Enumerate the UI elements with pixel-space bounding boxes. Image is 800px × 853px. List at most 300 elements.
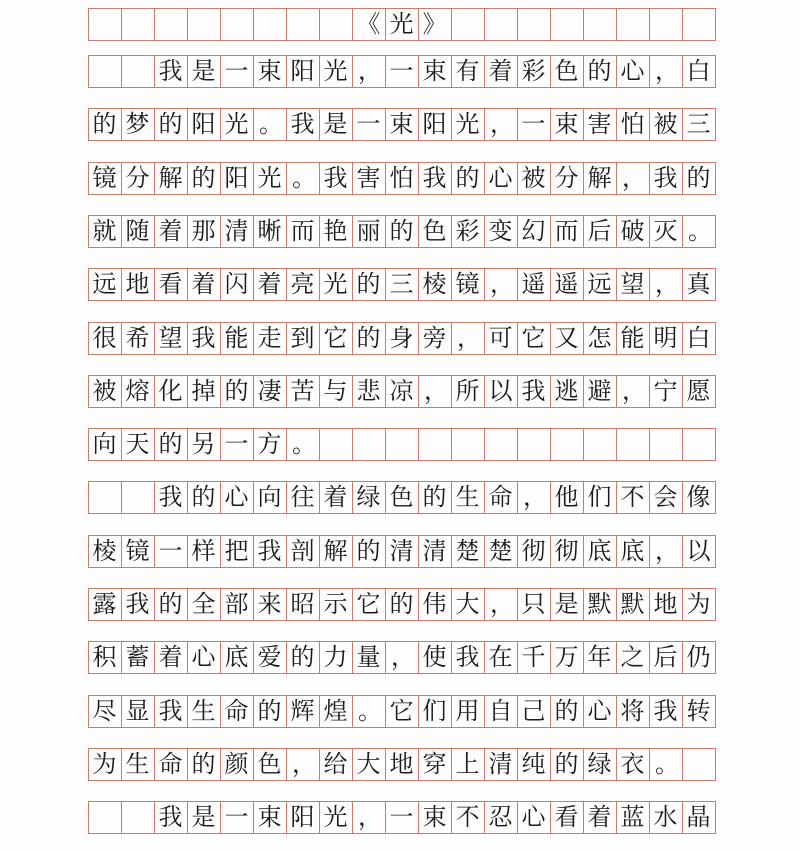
text-char: 向 bbox=[257, 483, 282, 511]
text-char: 辉 bbox=[290, 697, 315, 725]
text-char: 又 bbox=[554, 324, 579, 352]
text-char: 的 bbox=[191, 750, 216, 778]
grid-vline bbox=[649, 8, 650, 40]
text-char: 我 bbox=[158, 483, 183, 511]
text-char: 光 bbox=[323, 270, 348, 298]
text-char: 年 bbox=[587, 643, 612, 671]
grid-vline bbox=[484, 8, 485, 40]
text-char: 。 bbox=[292, 164, 316, 192]
text-char: 量 bbox=[356, 643, 381, 671]
text-char: 万 bbox=[554, 643, 579, 671]
grid-vline bbox=[715, 268, 716, 300]
text-char: 就 bbox=[92, 217, 117, 245]
grid-vline bbox=[715, 162, 716, 194]
text-char: 底 bbox=[224, 643, 249, 671]
text-char: ， bbox=[391, 643, 415, 671]
grid-hline bbox=[88, 460, 716, 461]
text-char: 己 bbox=[521, 697, 546, 725]
text-char: 生 bbox=[455, 483, 480, 511]
text-char: 愿 bbox=[686, 377, 711, 405]
grid-vline bbox=[451, 428, 452, 460]
text-char: 我 bbox=[653, 697, 678, 725]
text-char: 们 bbox=[587, 483, 612, 511]
text-char: 来 bbox=[257, 590, 282, 618]
text-char: 心 bbox=[620, 57, 645, 85]
text-char: 命 bbox=[158, 750, 183, 778]
text-char: 分 bbox=[125, 164, 150, 192]
text-char: 的 bbox=[686, 164, 711, 192]
text-char: 被 bbox=[92, 377, 117, 405]
text-char: 默 bbox=[620, 590, 645, 618]
text-char: 光 bbox=[323, 803, 348, 831]
text-char: 以 bbox=[488, 377, 513, 405]
text-char: 一 bbox=[224, 430, 249, 458]
text-char: 希 bbox=[125, 324, 150, 352]
text-char: ， bbox=[655, 270, 679, 298]
grid-hline bbox=[88, 40, 716, 41]
text-char: 我 bbox=[323, 164, 348, 192]
grid-vline bbox=[88, 801, 89, 833]
text-char: 避 bbox=[587, 377, 612, 405]
text-char: ， bbox=[622, 164, 646, 192]
text-char: 色 bbox=[389, 483, 414, 511]
text-char: 的 bbox=[191, 483, 216, 511]
text-char: 露 bbox=[92, 590, 117, 618]
text-char: 楚 bbox=[488, 537, 513, 565]
text-char: 镜 bbox=[92, 164, 117, 192]
grid-vline bbox=[253, 8, 254, 40]
grid-vline bbox=[319, 8, 320, 40]
grid-vline bbox=[682, 748, 683, 780]
text-char: 的 bbox=[356, 324, 381, 352]
text-char: 会 bbox=[653, 483, 678, 511]
text-char: 的 bbox=[224, 377, 249, 405]
grid-vline bbox=[616, 8, 617, 40]
text-char: ， bbox=[523, 483, 547, 511]
text-char: 有 bbox=[455, 57, 480, 85]
title-close-bracket: 》 bbox=[422, 10, 447, 38]
text-char: 凉 bbox=[389, 377, 414, 405]
text-char: 一 bbox=[389, 57, 414, 85]
text-char: 被 bbox=[521, 164, 546, 192]
text-char: 棱 bbox=[422, 270, 447, 298]
text-char: 艳 bbox=[323, 217, 348, 245]
text-char: 彻 bbox=[554, 537, 579, 565]
text-char: 我 bbox=[158, 803, 183, 831]
text-char: 一 bbox=[224, 803, 249, 831]
text-char: 地 bbox=[389, 750, 414, 778]
text-char: 剖 bbox=[290, 537, 315, 565]
grid-vline bbox=[715, 428, 716, 460]
text-char: 悲 bbox=[356, 377, 381, 405]
text-char: 生 bbox=[125, 750, 150, 778]
text-char: 它 bbox=[521, 324, 546, 352]
text-char: 的 bbox=[356, 537, 381, 565]
text-char: ， bbox=[622, 377, 646, 405]
grid-hline bbox=[88, 833, 716, 834]
text-char: 远 bbox=[92, 270, 117, 298]
grid-hline bbox=[88, 727, 716, 728]
text-char: 楚 bbox=[455, 537, 480, 565]
text-char: 身 bbox=[389, 324, 414, 352]
text-char: 我 bbox=[257, 537, 282, 565]
text-char: 变 bbox=[488, 217, 513, 245]
text-char: 束 bbox=[554, 110, 579, 138]
text-char: 不 bbox=[455, 803, 480, 831]
text-char: 的 bbox=[290, 643, 315, 671]
grid-vline bbox=[385, 428, 386, 460]
text-char: 显 bbox=[125, 697, 150, 725]
text-char: 底 bbox=[620, 537, 645, 565]
text-char: 着 bbox=[323, 483, 348, 511]
text-char: 着 bbox=[488, 57, 513, 85]
text-char: 底 bbox=[587, 537, 612, 565]
grid-vline bbox=[352, 428, 353, 460]
text-char: 蓝 bbox=[620, 803, 645, 831]
text-char: ， bbox=[358, 803, 382, 831]
grid-vline bbox=[715, 801, 716, 833]
text-char: 心 bbox=[587, 697, 612, 725]
text-char: 使 bbox=[422, 643, 447, 671]
text-char: 望 bbox=[158, 324, 183, 352]
grid-vline bbox=[88, 55, 89, 87]
text-char: 旁 bbox=[422, 324, 447, 352]
text-char: 彻 bbox=[521, 537, 546, 565]
text-char: 阳 bbox=[290, 57, 315, 85]
grid-vline bbox=[418, 428, 419, 460]
text-char: 清 bbox=[488, 750, 513, 778]
text-char: 它 bbox=[356, 590, 381, 618]
text-char: 害 bbox=[587, 110, 612, 138]
text-char: 的 bbox=[92, 110, 117, 138]
grid-vline bbox=[286, 8, 287, 40]
text-char: 我 bbox=[290, 110, 315, 138]
text-char: 方 bbox=[257, 430, 282, 458]
text-char: 破 bbox=[620, 217, 645, 245]
text-char: 它 bbox=[389, 697, 414, 725]
text-char: 凄 bbox=[257, 377, 282, 405]
text-char: 远 bbox=[587, 270, 612, 298]
text-char: 生 bbox=[191, 697, 216, 725]
text-char: 样 bbox=[191, 537, 216, 565]
text-char: 示 bbox=[323, 590, 348, 618]
grid-vline bbox=[649, 428, 650, 460]
grid-vline bbox=[187, 8, 188, 40]
text-char: 明 bbox=[653, 324, 678, 352]
text-char: 的 bbox=[422, 483, 447, 511]
grid-vline bbox=[121, 481, 122, 513]
text-char: 一 bbox=[521, 110, 546, 138]
text-char: ， bbox=[490, 590, 514, 618]
text-char: 遥 bbox=[521, 270, 546, 298]
grid-vline bbox=[715, 375, 716, 407]
text-char: 地 bbox=[125, 270, 150, 298]
text-char: 所 bbox=[455, 377, 480, 405]
text-char: 我 bbox=[422, 164, 447, 192]
text-char: 另 bbox=[191, 430, 216, 458]
text-char: ， bbox=[655, 537, 679, 565]
text-char: 到 bbox=[290, 324, 315, 352]
text-char: 煌 bbox=[323, 697, 348, 725]
text-char: 我 bbox=[191, 324, 216, 352]
text-char: 望 bbox=[620, 270, 645, 298]
text-char: 向 bbox=[92, 430, 117, 458]
text-char: 害 bbox=[356, 164, 381, 192]
grid-vline bbox=[154, 8, 155, 40]
text-char: 后 bbox=[587, 217, 612, 245]
text-char: 默 bbox=[587, 590, 612, 618]
text-char: 束 bbox=[422, 803, 447, 831]
text-char: 上 bbox=[455, 750, 480, 778]
text-char: 把 bbox=[224, 537, 249, 565]
text-char: 之 bbox=[620, 643, 645, 671]
grid-hline bbox=[88, 567, 716, 568]
text-char: 以 bbox=[686, 537, 711, 565]
text-char: 在 bbox=[488, 643, 513, 671]
text-char: 爱 bbox=[257, 643, 282, 671]
text-char: 而 bbox=[290, 217, 315, 245]
text-char: 晶 bbox=[686, 803, 711, 831]
text-char: 我 bbox=[125, 590, 150, 618]
text-char: 命 bbox=[224, 697, 249, 725]
text-char: 忍 bbox=[488, 803, 513, 831]
text-char: 解 bbox=[323, 537, 348, 565]
text-char: 的 bbox=[158, 590, 183, 618]
grid-vline bbox=[715, 695, 716, 727]
text-char: 。 bbox=[292, 430, 316, 458]
text-char: 而 bbox=[554, 217, 579, 245]
text-char: 宁 bbox=[653, 377, 678, 405]
text-char: 镜 bbox=[125, 537, 150, 565]
text-char: 色 bbox=[422, 217, 447, 245]
grid-hline bbox=[88, 194, 716, 195]
text-char: 走 bbox=[257, 324, 282, 352]
text-char: 。 bbox=[358, 697, 382, 725]
grid-vline bbox=[682, 8, 683, 40]
text-char: 心 bbox=[488, 164, 513, 192]
text-char: 三 bbox=[686, 110, 711, 138]
text-char: 的 bbox=[455, 164, 480, 192]
grid-vline bbox=[583, 428, 584, 460]
text-char: 束 bbox=[257, 57, 282, 85]
grid-hline bbox=[88, 354, 716, 355]
text-char: 阳 bbox=[224, 164, 249, 192]
text-char: 着 bbox=[191, 270, 216, 298]
text-char: 着 bbox=[587, 803, 612, 831]
text-char: 仍 bbox=[686, 643, 711, 671]
text-char: 是 bbox=[323, 110, 348, 138]
text-char: 熔 bbox=[125, 377, 150, 405]
text-char: 清 bbox=[224, 217, 249, 245]
text-char: 是 bbox=[191, 57, 216, 85]
text-char: 解 bbox=[587, 164, 612, 192]
grid-vline bbox=[715, 641, 716, 673]
text-char: 积 bbox=[92, 643, 117, 671]
text-char: 光 bbox=[224, 110, 249, 138]
grid-vline bbox=[715, 322, 716, 354]
text-char: 阳 bbox=[290, 803, 315, 831]
text-char: ， bbox=[490, 110, 514, 138]
text-char: 后 bbox=[653, 643, 678, 671]
text-char: 我 bbox=[158, 697, 183, 725]
text-char: 镜 bbox=[455, 270, 480, 298]
text-char: ， bbox=[457, 324, 481, 352]
text-char: 为 bbox=[92, 750, 117, 778]
text-char: 束 bbox=[389, 110, 414, 138]
grid-vline bbox=[451, 8, 452, 40]
text-char: 丽 bbox=[356, 217, 381, 245]
text-char: 被 bbox=[653, 110, 678, 138]
text-char: 。 bbox=[259, 110, 283, 138]
text-char: 心 bbox=[191, 643, 216, 671]
text-char: 衣 bbox=[620, 750, 645, 778]
text-char: 看 bbox=[158, 270, 183, 298]
text-char: 穿 bbox=[422, 750, 447, 778]
text-char: 的 bbox=[356, 270, 381, 298]
text-char: 与 bbox=[323, 377, 348, 405]
grid-vline bbox=[682, 428, 683, 460]
text-char: 分 bbox=[554, 164, 579, 192]
text-char: 光 bbox=[455, 110, 480, 138]
grid-vline bbox=[517, 428, 518, 460]
text-char: 的 bbox=[389, 217, 414, 245]
text-char: 它 bbox=[323, 324, 348, 352]
text-char: 束 bbox=[422, 57, 447, 85]
text-char: 昭 bbox=[290, 590, 315, 618]
grid-hline bbox=[88, 247, 716, 248]
text-char: 我 bbox=[158, 57, 183, 85]
grid-vline bbox=[715, 481, 716, 513]
text-char: 一 bbox=[158, 537, 183, 565]
text-char: ， bbox=[424, 377, 448, 405]
text-char: 大 bbox=[455, 590, 480, 618]
grid-vline bbox=[121, 8, 122, 40]
grid-hline bbox=[88, 300, 716, 301]
grid-vline bbox=[517, 8, 518, 40]
grid-hline bbox=[88, 140, 716, 141]
text-char: 我 bbox=[653, 164, 678, 192]
text-char: 着 bbox=[257, 270, 282, 298]
text-char: 的 bbox=[554, 750, 579, 778]
text-char: ， bbox=[358, 57, 382, 85]
text-char: 着 bbox=[158, 217, 183, 245]
text-char: 为 bbox=[686, 590, 711, 618]
grid-vline bbox=[550, 8, 551, 40]
text-char: 用 bbox=[455, 697, 480, 725]
text-char: 颜 bbox=[224, 750, 249, 778]
text-char: 的 bbox=[191, 164, 216, 192]
text-char: 逃 bbox=[554, 377, 579, 405]
text-char: 色 bbox=[554, 57, 579, 85]
text-char: 能 bbox=[620, 324, 645, 352]
text-char: 白 bbox=[686, 324, 711, 352]
text-char: 可 bbox=[488, 324, 513, 352]
text-char: 伟 bbox=[422, 590, 447, 618]
text-char: 水 bbox=[653, 803, 678, 831]
text-char: 千 bbox=[521, 643, 546, 671]
text-char: 大 bbox=[356, 750, 381, 778]
grid-vline bbox=[319, 428, 320, 460]
text-char: 往 bbox=[290, 483, 315, 511]
text-char: 着 bbox=[158, 643, 183, 671]
text-char: 清 bbox=[389, 537, 414, 565]
text-char: 棱 bbox=[92, 537, 117, 565]
text-char: 地 bbox=[653, 590, 678, 618]
text-char: 的 bbox=[158, 430, 183, 458]
grid-vline bbox=[715, 55, 716, 87]
text-char: 看 bbox=[554, 803, 579, 831]
text-char: 束 bbox=[257, 803, 282, 831]
text-char: 三 bbox=[389, 270, 414, 298]
text-char: 遥 bbox=[554, 270, 579, 298]
text-char: 给 bbox=[323, 750, 348, 778]
text-char: 怕 bbox=[620, 110, 645, 138]
text-char: 命 bbox=[488, 483, 513, 511]
text-char: 闪 bbox=[224, 270, 249, 298]
text-char: 化 bbox=[158, 377, 183, 405]
text-char: 的 bbox=[158, 110, 183, 138]
text-char: ， bbox=[490, 270, 514, 298]
text-char: 蓄 bbox=[125, 643, 150, 671]
text-char: 全 bbox=[191, 590, 216, 618]
text-char: 幻 bbox=[521, 217, 546, 245]
grid-vline bbox=[88, 481, 89, 513]
text-char: 很 bbox=[92, 324, 117, 352]
grid-hline bbox=[88, 87, 716, 88]
text-char: 心 bbox=[224, 483, 249, 511]
text-char: 自 bbox=[488, 697, 513, 725]
grid-hline bbox=[88, 620, 716, 621]
grid-vline bbox=[715, 215, 716, 247]
text-char: 怎 bbox=[587, 324, 612, 352]
text-char: 一 bbox=[224, 57, 249, 85]
grid-hline bbox=[88, 513, 716, 514]
grid-vline bbox=[715, 535, 716, 567]
text-char: 纯 bbox=[521, 750, 546, 778]
page-title: 光 bbox=[389, 10, 414, 38]
grid-vline bbox=[715, 748, 716, 780]
text-char: 白 bbox=[686, 57, 711, 85]
grid-vline bbox=[550, 428, 551, 460]
text-char: 部 bbox=[224, 590, 249, 618]
text-char: 天 bbox=[125, 430, 150, 458]
grid-vline bbox=[616, 428, 617, 460]
text-char: 像 bbox=[686, 483, 711, 511]
grid-vline bbox=[583, 8, 584, 40]
grid-vline bbox=[715, 108, 716, 140]
text-char: 灭 bbox=[653, 217, 678, 245]
text-char: 色 bbox=[257, 750, 282, 778]
text-char: 力 bbox=[323, 643, 348, 671]
text-char: 晰 bbox=[257, 217, 282, 245]
text-char: 。 bbox=[655, 750, 679, 778]
text-char: 是 bbox=[554, 590, 579, 618]
text-char: 怕 bbox=[389, 164, 414, 192]
text-char: 阳 bbox=[422, 110, 447, 138]
text-char: 我 bbox=[455, 643, 480, 671]
grid-vline bbox=[121, 801, 122, 833]
text-char: 一 bbox=[389, 803, 414, 831]
text-char: 的 bbox=[257, 697, 282, 725]
text-char: 的 bbox=[554, 697, 579, 725]
text-char: 一 bbox=[356, 110, 381, 138]
text-char: 清 bbox=[422, 537, 447, 565]
text-char: 彩 bbox=[521, 57, 546, 85]
text-char: 亮 bbox=[290, 270, 315, 298]
text-char: 绿 bbox=[356, 483, 381, 511]
text-char: 真 bbox=[686, 270, 711, 298]
text-char: 尽 bbox=[92, 697, 117, 725]
